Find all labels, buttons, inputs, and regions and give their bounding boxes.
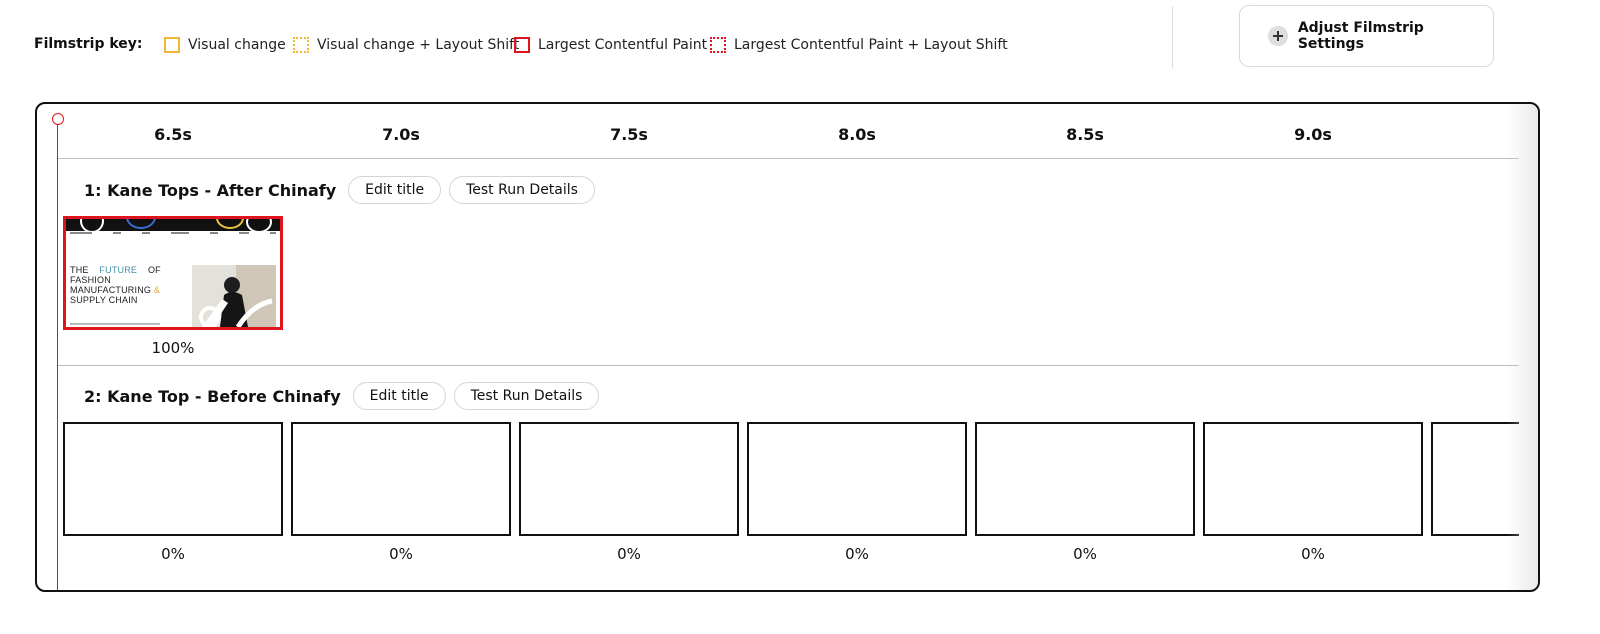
filmstrip-frame-blank[interactable] (747, 422, 967, 536)
run-1-header (84, 174, 603, 206)
thumbnail-headline: THE FUTURE OF FASHION MANUFACTURING & SUPPLY CHAIN (70, 265, 161, 305)
run-title: 2: Kane Top - Before Chinafy (84, 386, 341, 406)
visual-change-swatch-icon (164, 37, 180, 53)
timeline-tick: 8.0s (838, 125, 876, 144)
thumbnail-photo (192, 265, 276, 327)
key-item-label: Visual change + Layout Shift (317, 37, 520, 53)
frame-visual-progress: 100% (151, 339, 195, 357)
timeline-tick: 8.5s (1066, 125, 1104, 144)
filmstrip-frame-blank[interactable] (975, 422, 1195, 536)
filmstrip-frame-blank[interactable] (1431, 422, 1519, 536)
filmstrip-key-label: Filmstrip key: (34, 36, 143, 52)
page-screenshot-thumbnail (66, 219, 280, 327)
thumbnail-footer-text (70, 323, 160, 325)
key-item-label: Visual change (188, 37, 286, 53)
adjust-filmstrip-settings-label: Adjust Filmstrip Settings (1297, 20, 1424, 52)
visual-change-layout-shift-swatch-icon (293, 37, 309, 53)
adjust-filmstrip-settings-button[interactable] (1239, 5, 1494, 67)
plus-icon (1268, 26, 1288, 46)
frame-visual-progress: 0% (1301, 545, 1325, 563)
timeline-axis-line (58, 158, 1519, 159)
timeline-tick: 9.0s (1294, 125, 1332, 144)
key-lcp-layout-shift (710, 35, 1008, 55)
frame-visual-progress: 0% (845, 545, 869, 563)
playhead-handle[interactable] (52, 113, 64, 125)
filmstrip-frame-blank[interactable] (519, 422, 739, 536)
filmstrip-panel (35, 102, 1540, 592)
frame-visual-progress: 0% (389, 545, 413, 563)
key-visual-change (164, 35, 286, 55)
filmstrip-frame-blank[interactable] (1203, 422, 1423, 536)
playhead-line (57, 122, 58, 590)
filmstrip-frame-lcp[interactable] (63, 216, 283, 330)
key-item-label: Largest Contentful Paint + Layout Shift (734, 37, 1008, 53)
key-visual-change-layout-shift (293, 35, 519, 55)
timeline-tick: 7.5s (610, 125, 648, 144)
frame-visual-progress: 0% (161, 545, 185, 563)
filmstrip-key-bar (34, 0, 1554, 90)
lcp-swatch-icon (514, 37, 530, 53)
thumbnail-photo-image-icon (192, 265, 276, 327)
filmstrip-frame-blank[interactable] (63, 422, 283, 536)
run-divider (58, 365, 1519, 366)
run-title: 1: Kane Tops - After Chinafy (84, 180, 337, 200)
thumbnail-nav-bar (70, 232, 276, 236)
frame-visual-progress: 0% (1073, 545, 1097, 563)
lcp-layout-shift-swatch-icon (710, 37, 726, 53)
test-run-details-button[interactable]: Test Run Details (449, 176, 595, 204)
test-run-details-button[interactable]: Test Run Details (454, 382, 600, 410)
key-lcp (514, 35, 707, 55)
key-item-label: Largest Contentful Paint (538, 37, 708, 53)
timeline-tick: 7.0s (382, 125, 420, 144)
edit-title-button[interactable]: Edit title (348, 176, 441, 204)
frame-visual-progress: 0% (617, 545, 641, 563)
edit-title-button[interactable]: Edit title (353, 382, 446, 410)
run-2-header (84, 380, 607, 412)
scroll-fade-edge (1507, 104, 1540, 590)
timeline-tick: 6.5s (154, 125, 192, 144)
filmstrip-frame-blank[interactable] (291, 422, 511, 536)
key-divider (1172, 6, 1173, 68)
filmstrip-viewport[interactable] (37, 104, 1519, 590)
